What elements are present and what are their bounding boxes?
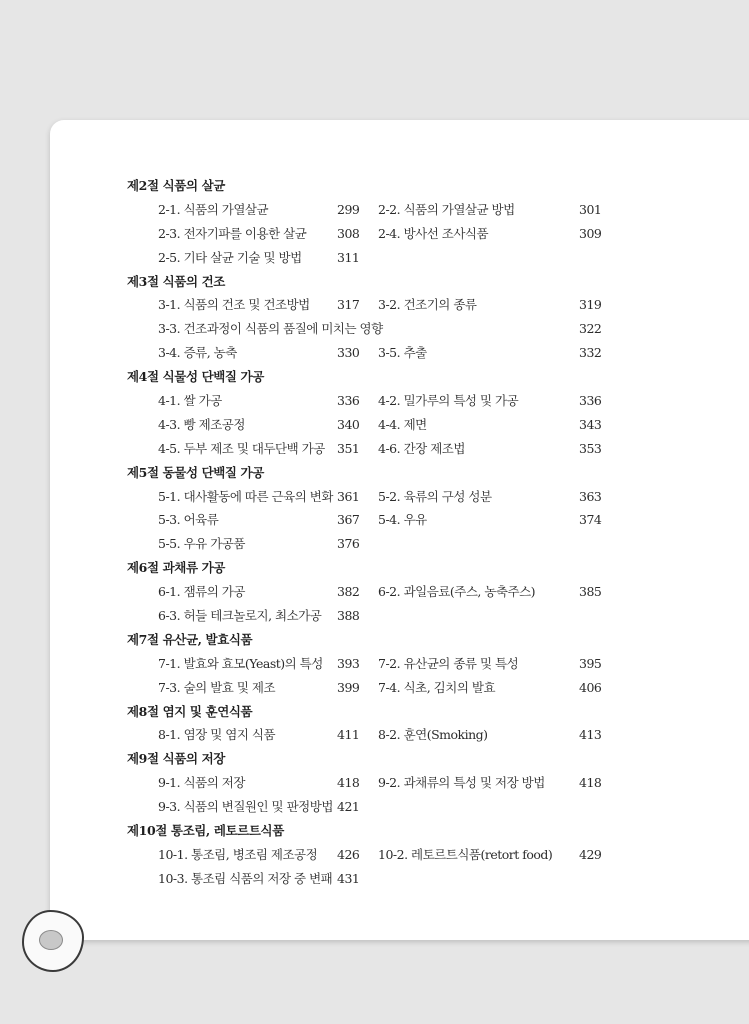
entry-page[interactable]: 395 <box>579 655 602 671</box>
entry-title[interactable]: 5-1. 대사활동에 따른 근육의 변화 <box>158 488 333 504</box>
entry-page[interactable]: 322 <box>579 321 602 337</box>
toc-row <box>127 485 647 509</box>
entry-title[interactable]: 3-3. 건조과정이 식품의 품질에 미치는 영향 <box>158 321 383 337</box>
section-heading: 제3절 식품의 건조 <box>127 273 225 289</box>
entry-page[interactable]: 418 <box>337 775 360 791</box>
toc-row <box>127 532 647 556</box>
section-heading: 제2절 식품의 살균 <box>127 178 225 193</box>
entry-title[interactable]: 2-1. 식품의 가열살균 <box>158 201 269 217</box>
entry-title[interactable]: 4-1. 쌀 가공 <box>158 393 222 409</box>
entry-page[interactable]: 421 <box>337 799 360 815</box>
section-heading: 제4절 식물성 단백질 가공 <box>127 369 264 385</box>
entry-title[interactable]: 9-3. 식품의 변질원인 및 판정방법 <box>158 799 333 815</box>
entry-page[interactable]: 340 <box>337 416 360 432</box>
entry-title[interactable]: 3-4. 증류, 농축 <box>158 345 237 361</box>
entry-title[interactable]: 8-2. 훈연(Smoking) <box>378 727 488 743</box>
toc-row <box>127 413 647 437</box>
entry-page[interactable]: 301 <box>579 201 602 217</box>
toc-row <box>127 198 647 222</box>
entry-page[interactable]: 376 <box>337 536 360 552</box>
toc-row <box>127 508 647 532</box>
entry-page[interactable]: 361 <box>337 488 360 504</box>
blob-center-icon <box>39 930 63 950</box>
entry-page[interactable]: 353 <box>579 440 602 456</box>
toc-row <box>127 341 647 365</box>
toc-row <box>127 843 647 867</box>
entry-page[interactable]: 308 <box>337 225 360 241</box>
toc-row <box>127 771 647 795</box>
section-heading: 제8절 염지 및 훈연식품 <box>127 703 253 719</box>
entry-title[interactable]: 7-4. 식초, 김치의 발효 <box>378 679 496 695</box>
toc-row <box>127 222 647 246</box>
toc-row <box>127 246 647 270</box>
table-of-contents <box>127 174 647 891</box>
entry-page[interactable]: 332 <box>579 345 602 361</box>
toc-row <box>127 652 647 676</box>
entry-page[interactable]: 351 <box>337 440 360 456</box>
entry-title[interactable]: 9-1. 식품의 저장 <box>158 775 245 791</box>
entry-title[interactable]: 4-2. 밀가루의 특성 및 가공 <box>378 393 519 409</box>
toc-row <box>127 723 647 747</box>
toc-row <box>127 604 647 628</box>
toc-row <box>127 867 647 891</box>
entry-title[interactable]: 5-4. 우유 <box>378 512 427 528</box>
toc-row <box>127 317 647 341</box>
section-heading: 제6절 과채류 가공 <box>127 560 225 576</box>
entry-page[interactable]: 336 <box>337 393 360 409</box>
entry-title[interactable]: 8-1. 염장 및 염지 식품 <box>158 727 276 743</box>
entry-title[interactable]: 4-3. 빵 제조공정 <box>158 416 245 432</box>
entry-title[interactable]: 5-5. 우유 가공품 <box>158 536 245 552</box>
entry-title[interactable]: 2-2. 식품의 가열살균 방법 <box>378 201 515 217</box>
entry-title[interactable]: 6-2. 과일음료(주스, 농축주스) <box>378 584 536 600</box>
entry-page[interactable]: 367 <box>337 512 360 528</box>
section-heading: 제7절 유산균, 발효식품 <box>127 631 253 647</box>
entry-page[interactable]: 418 <box>579 775 602 791</box>
entry-page[interactable]: 388 <box>337 608 360 624</box>
toc-row <box>127 580 647 604</box>
entry-title[interactable]: 7-1. 발효와 효모(Yeast)의 특성 <box>158 655 323 671</box>
toc-row <box>127 293 647 317</box>
entry-page[interactable]: 343 <box>579 416 602 432</box>
entry-title[interactable]: 3-1. 식품의 건조 및 건조방법 <box>158 297 310 313</box>
entry-title[interactable]: 5-3. 어육류 <box>158 512 219 528</box>
entry-title[interactable]: 10-2. 레토르트식품(retort food) <box>378 846 553 862</box>
entry-page[interactable]: 330 <box>337 345 360 361</box>
toc-row <box>127 676 647 700</box>
entry-page[interactable]: 299 <box>337 201 360 217</box>
entry-page[interactable]: 385 <box>579 584 602 600</box>
entry-title[interactable]: 7-2. 유산균의 종류 및 특성 <box>378 655 519 671</box>
entry-page[interactable]: 309 <box>579 225 602 241</box>
entry-title[interactable]: 4-6. 간장 제조법 <box>378 440 465 456</box>
toc-row <box>127 795 647 819</box>
entry-title[interactable]: 10-3. 통조림 식품의 저장 중 변패 <box>158 870 333 886</box>
entry-title[interactable]: 2-3. 전자기파를 이용한 살균 <box>158 225 307 241</box>
toc-row <box>127 437 647 461</box>
entry-title[interactable]: 2-5. 기타 살균 기술 및 방법 <box>158 249 302 265</box>
entry-title[interactable]: 4-5. 두부 제조 및 대두단백 가공 <box>158 440 325 456</box>
entry-title[interactable]: 4-4. 제면 <box>378 416 427 432</box>
entry-title[interactable]: 6-1. 잼류의 가공 <box>158 584 245 600</box>
section-heading: 제9절 식품의 저장 <box>127 751 225 767</box>
entry-title[interactable]: 3-5. 추출 <box>378 345 427 361</box>
entry-page[interactable]: 411 <box>337 727 360 743</box>
entry-title[interactable]: 7-3. 술의 발효 및 제조 <box>158 679 276 695</box>
toc-row <box>127 389 647 413</box>
entry-page[interactable]: 317 <box>337 297 360 313</box>
section-heading: 제5절 동물성 단백질 가공 <box>127 464 264 480</box>
entry-page[interactable]: 336 <box>579 393 602 409</box>
page-corner-blob-icon <box>22 910 84 972</box>
section-heading: 제10절 통조림, 레토르트식품 <box>127 823 284 839</box>
entry-title[interactable]: 2-4. 방사선 조사식품 <box>378 225 489 241</box>
entry-page[interactable]: 382 <box>337 584 360 600</box>
entry-page[interactable]: 393 <box>337 655 360 671</box>
entry-page[interactable]: 311 <box>337 249 360 265</box>
entry-page[interactable]: 429 <box>579 846 602 862</box>
entry-title[interactable]: 6-3. 허들 테크놀로지, 최소가공 <box>158 608 322 624</box>
entry-title[interactable]: 9-2. 과채류의 특성 및 저장 방법 <box>378 775 545 791</box>
entry-page[interactable]: 363 <box>579 488 602 504</box>
entry-page[interactable]: 431 <box>337 870 360 886</box>
entry-page[interactable]: 399 <box>337 679 360 695</box>
entry-page[interactable]: 413 <box>579 727 602 743</box>
entry-page[interactable]: 406 <box>579 679 602 695</box>
entry-title[interactable]: 5-2. 육류의 구성 성분 <box>378 488 492 504</box>
entry-page[interactable]: 374 <box>579 512 602 528</box>
entry-page[interactable]: 319 <box>579 297 602 313</box>
entry-title[interactable]: 3-2. 건조기의 종류 <box>378 297 477 313</box>
entry-title[interactable]: 10-1. 통조림, 병조림 제조공정 <box>158 846 318 862</box>
entry-page[interactable]: 426 <box>337 846 360 862</box>
